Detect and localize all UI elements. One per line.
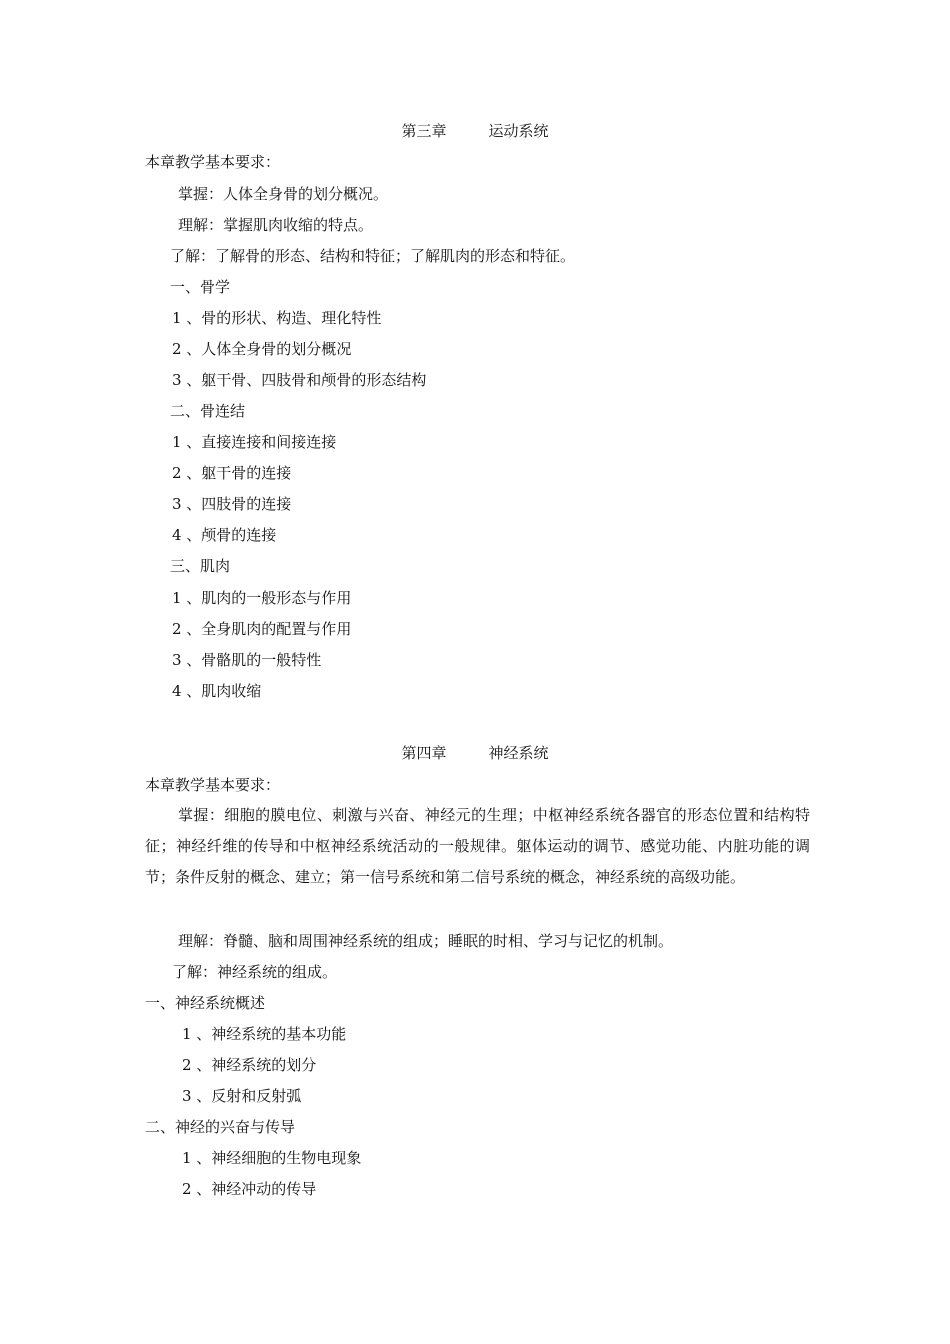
chapter4-section-1-item: 3 、反射和反射弧 [182,1087,302,1105]
chapter4-requirements-heading: 本章教学基本要求： [145,776,281,794]
chapter3-section-3-item: 2 、全身肌肉的配置与作用 [172,620,352,638]
chapter3-section-3-title: 三、肌肉 [170,557,231,575]
chapter3-name: 运动系统 [488,122,549,140]
chapter3-section-2-item: 3 、四肢骨的连接 [172,495,292,513]
chapter3-section-3-item: 4 、肌肉收缩 [172,682,262,700]
chapter4-section-1-item: 1 、神经系统的基本功能 [182,1025,347,1043]
chapter3-understand: 理解：掌握肌肉收缩的特点。 [178,216,374,234]
chapter4-number: 第四章 [401,744,447,762]
chapter4-understand: 理解：脊髓、脑和周围神经系统的组成；睡眠的时相、学习与记忆的机制。 [178,932,674,950]
chapter3-title [0,121,950,141]
chapter4-section-2-item: 2 、神经冲动的传导 [182,1180,317,1198]
chapter3-section-2-item: 2 、躯干骨的连接 [172,464,292,482]
chapter4-know: 了解：神经系统的组成。 [172,963,338,981]
chapter3-section-1-item: 3 、躯干骨、四肢骨和颅骨的形态结构 [172,371,427,389]
chapter3-master: 掌握：人体全身骨的划分概况。 [178,185,389,203]
chapter4-section-1-item: 2 、神经系统的划分 [182,1056,317,1074]
chapter3-section-2-title: 二、骨连结 [170,402,246,420]
chapter3-section-2-item: 4 、颅骨的连接 [172,526,277,544]
chapter3-section-1-item: 1 、骨的形状、构造、理化特性 [172,309,382,327]
chapter3-requirements-heading: 本章教学基本要求： [145,153,281,171]
chapter4-section-2-title: 二、神经的兴奋与传导 [145,1118,296,1136]
chapter3-number: 第三章 [401,122,447,140]
chapter3-know: 了解：了解骨的形态、结构和特征；了解肌肉的形态和特征。 [170,247,576,265]
chapter3-section-3-item: 3 、骨骼肌的一般特性 [172,651,322,669]
chapter3-section-2-item: 1 、直接连接和间接连接 [172,433,337,451]
chapter4-name: 神经系统 [488,744,549,762]
chapter3-section-1-item: 2 、人体全身骨的划分概况 [172,340,352,358]
chapter3-section-1-title: 一、骨学 [170,278,231,296]
chapter4-section-1-title: 一、神经系统概述 [145,994,266,1012]
chapter4-master: 掌握：细胞的膜电位、刺激与兴奋、神经元的生理；中枢神经系统各器官的形态位置和结构特征；神经纤维的传导和中枢神经系统活动的一般规律。躯体运动的调节、感觉功能、内脏功能的调节；条件反射的概念、建立；第一信号系统和第二信号系统的概念，神经系统的高级功能。 [145,806,810,886]
chapter4-title [0,743,950,763]
chapter4-section-2-item: 1 、神经细胞的生物电现象 [182,1149,362,1167]
chapter3-section-3-item: 1 、肌肉的一般形态与作用 [172,589,352,607]
